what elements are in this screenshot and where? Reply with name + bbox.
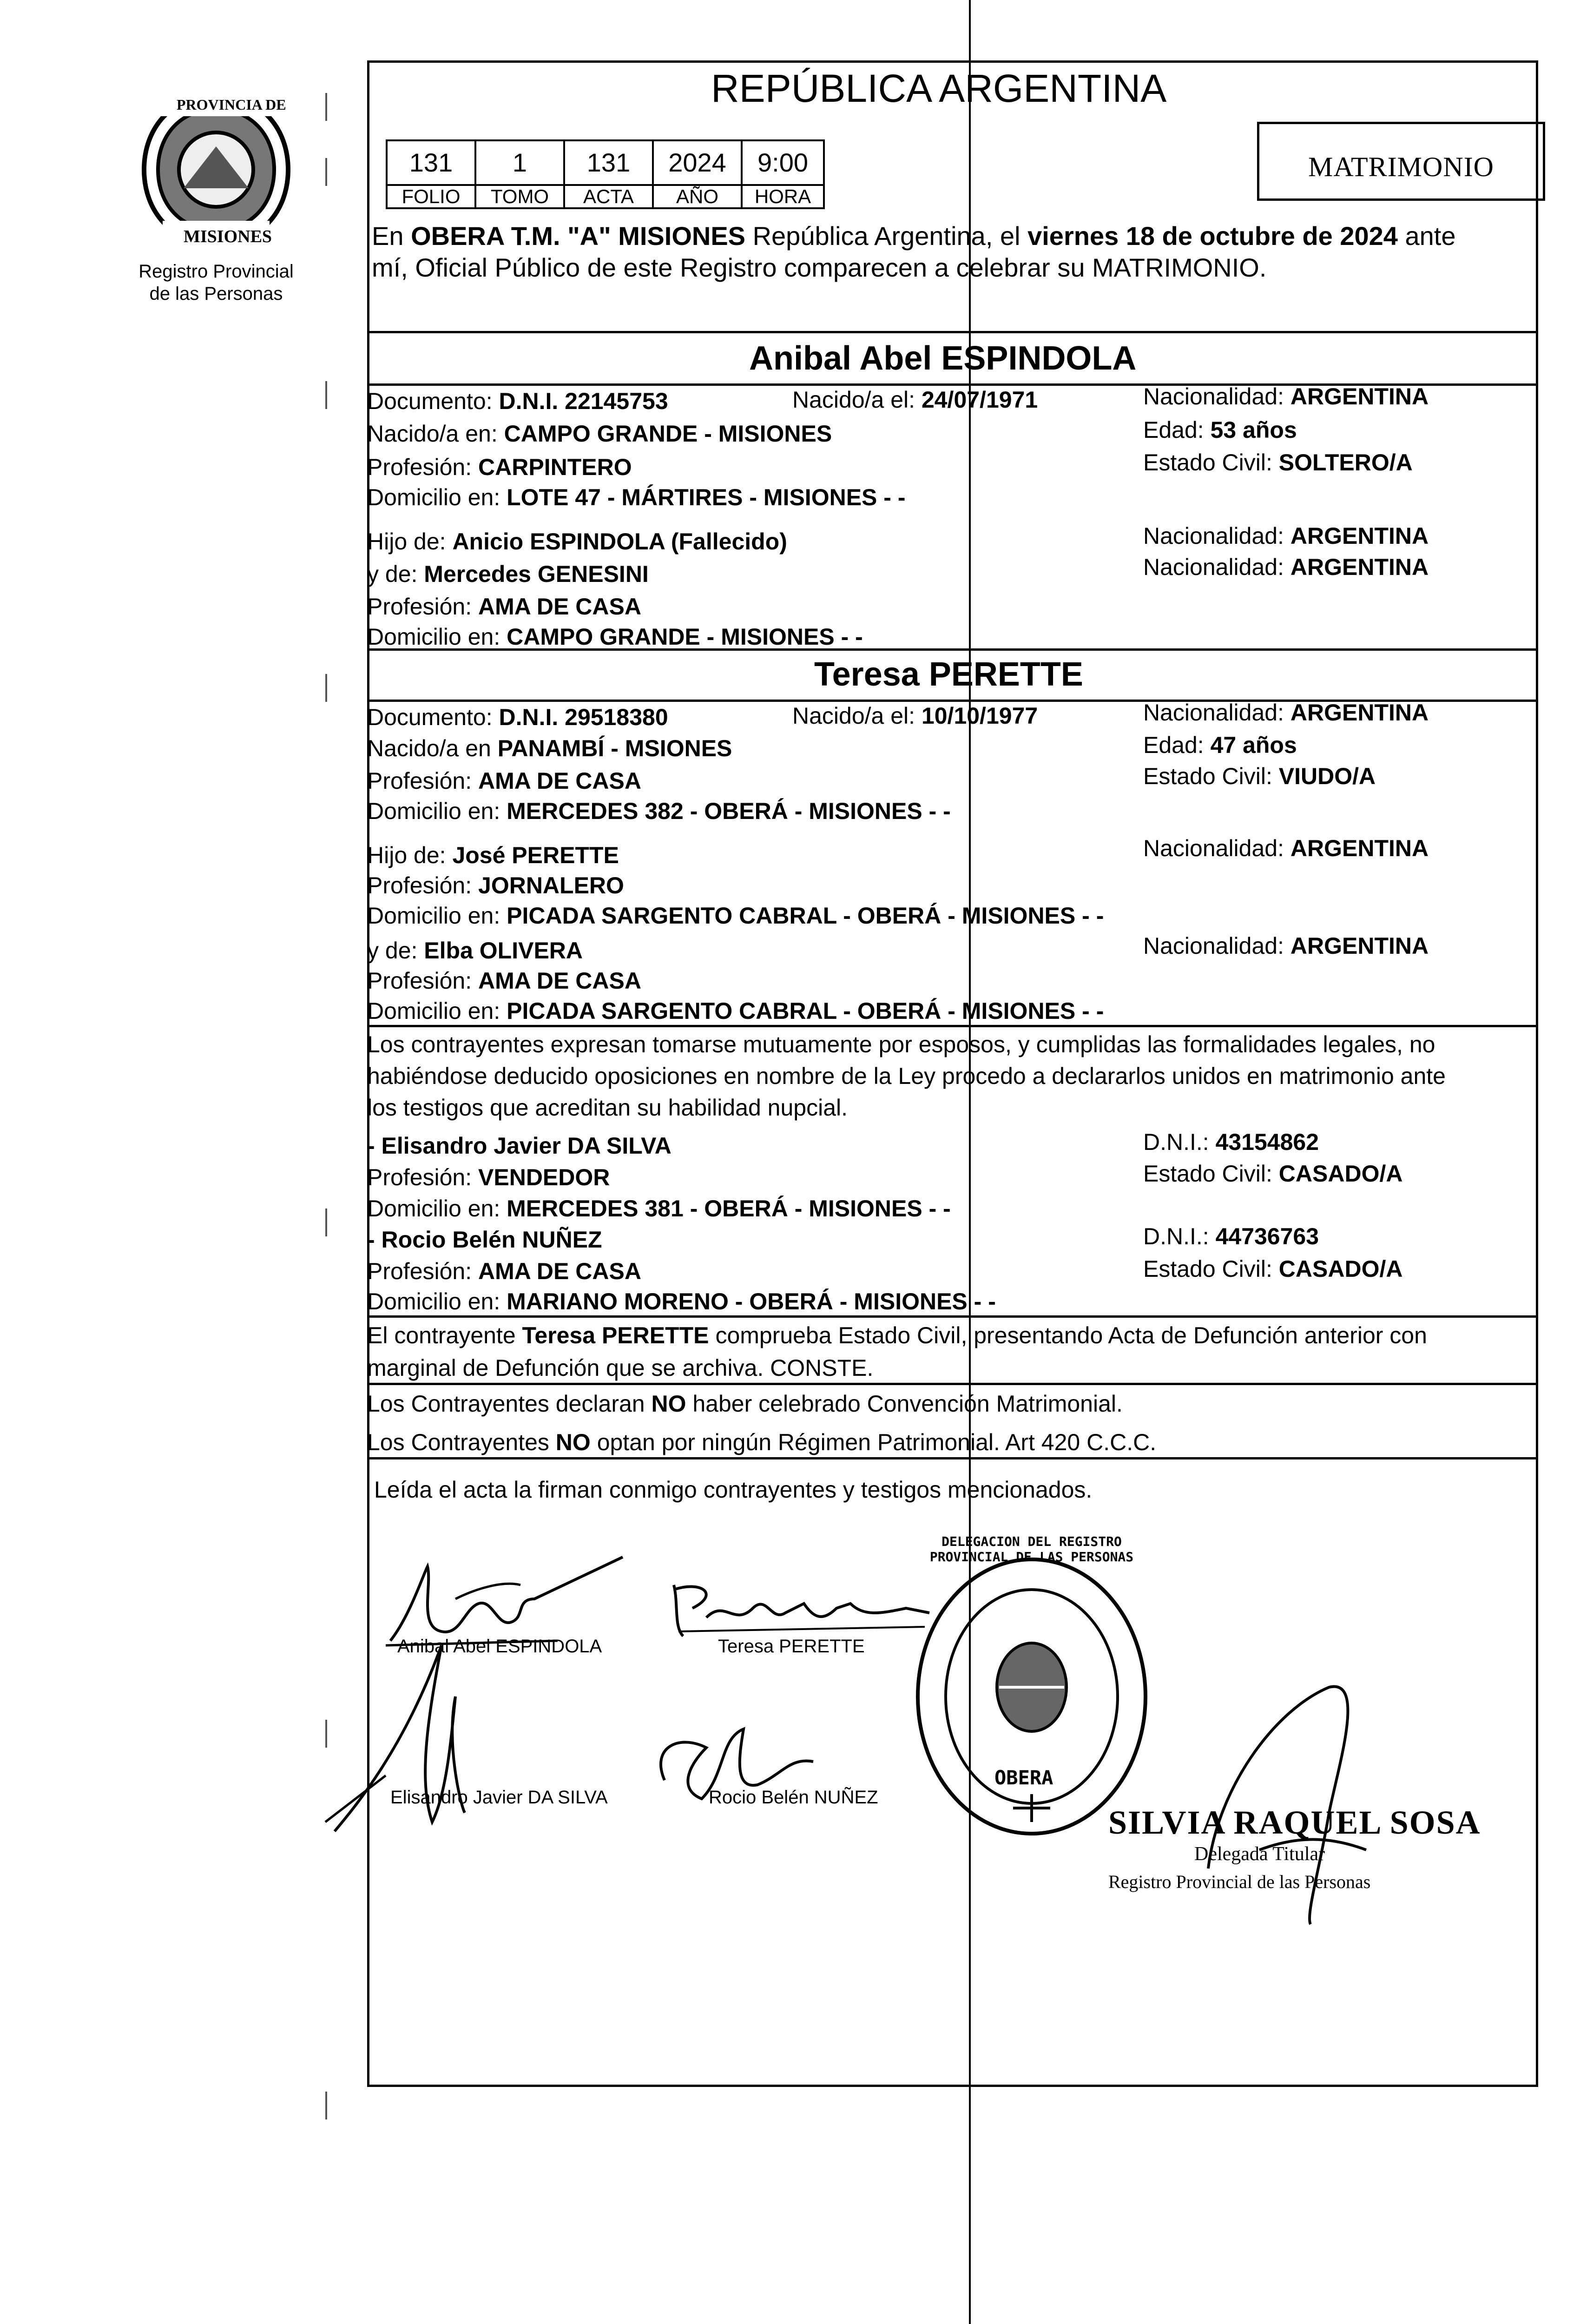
groom-civil-status: Estado Civil: SOLTERO/A — [1143, 449, 1413, 475]
witness2-profession: Profesión: AMA DE CASA — [367, 1258, 641, 1284]
signature-witness1 — [321, 1627, 553, 1841]
center-fold-line — [969, 0, 971, 2324]
groom-birthplace: Nacido/a en: CAMPO GRANDE - MISIONES — [367, 421, 832, 447]
groom-birthdate: Nacido/a el: 24/07/1971 — [792, 387, 1038, 413]
bride-age: Edad: 47 años — [1143, 732, 1297, 758]
hora-label: HORA — [741, 184, 825, 209]
signature-label-witness2: Rocio Belén NUÑEZ — [709, 1787, 878, 1808]
acta-label: ACTA — [563, 184, 654, 209]
official-org: Registro Provincial de las Personas — [1108, 1871, 1371, 1892]
groom-profession: Profesión: CARPINTERO — [367, 454, 632, 480]
declaration-line-2: habiéndose deducido oposiciones en nombre de la Ley procedo a declararlos unidos en matrimonio ante — [367, 1063, 1446, 1089]
act-type-box — [1257, 122, 1545, 201]
declaration-line-1: Los contrayentes expresan tomarse mutuamente por esposos, y cumplidas las formalidades legales, no — [367, 1031, 1435, 1057]
groom-mother-address: Domicilio en: CAMPO GRANDE - MISIONES - - — [367, 624, 863, 650]
groom-document: Documento: D.N.I. 22145753 — [367, 388, 668, 414]
intro-line-2: mí, Oficial Público de este Registro comparecen a celebrar su MATRIMONIO. — [372, 253, 1267, 282]
note-convention: Los Contrayentes declaran NO haber celebrado Convención Matrimonial. — [367, 1391, 1123, 1417]
bride-civil-status: Estado Civil: VIUDO/A — [1143, 763, 1376, 789]
signature-label-bride: Teresa PERETTE — [718, 1636, 865, 1657]
tomo-label: TOMO — [474, 184, 565, 209]
stamp-text: DELEGACION DEL REGISTRO PROVINCIAL DE LAS PERSONAS — [929, 1534, 1134, 1565]
seal-text-top: PROVINCIA DE — [177, 96, 286, 113]
folio-label: FOLIO — [386, 184, 476, 209]
logo-caption-line-1: Registro Provincial — [138, 261, 294, 282]
witness2-dni: D.N.I.: 44736763 — [1143, 1223, 1319, 1249]
witness2-address: Domicilio en: MARIANO MORENO - OBERÁ - MISIONES - - — [367, 1288, 996, 1314]
groom-address: Domicilio en: LOTE 47 - MÁRTIRES - MISIONES - - — [367, 484, 906, 510]
bride-mother-address: Domicilio en: PICADA SARGENTO CABRAL - OBERÁ - MISIONES - - — [367, 998, 1104, 1024]
bride-name: Teresa PERETTE — [814, 656, 1083, 693]
groom-mother-profession: Profesión: AMA DE CASA — [367, 594, 641, 620]
ano-label: AÑO — [652, 184, 743, 209]
witness2-name: - Rocio Belén NUÑEZ — [367, 1227, 602, 1253]
bride-mother-nationality: Nacionalidad: ARGENTINA — [1143, 933, 1429, 959]
bride-father-profession: Profesión: JORNALERO — [367, 872, 624, 898]
bride-mother-profession: Profesión: AMA DE CASA — [367, 968, 641, 994]
note-civil-status-line-2: marginal de Defunción que se archiva. CONSTE. — [367, 1355, 874, 1381]
document-title: REPÚBLICA ARGENTINA — [711, 66, 1167, 110]
witness1-profession: Profesión: VENDEDOR — [367, 1164, 610, 1190]
witness1-name: - Elisandro Javier DA SILVA — [367, 1133, 672, 1159]
groom-name: Anibal Abel ESPINDOLA — [749, 340, 1137, 377]
closing-statement: Leída el acta la firman conmigo contrayentes y testigos mencionados. — [374, 1477, 1093, 1503]
note-civil-status: El contrayente Teresa PERETTE comprueba Estado Civil, presentando Acta de Defunción anterior con — [367, 1322, 1427, 1348]
bride-address: Domicilio en: MERCEDES 382 - OBERÁ - MISIONES - - — [367, 798, 951, 824]
declaration-line-3: los testigos que acreditan su habilidad nupcial. — [367, 1095, 848, 1121]
bride-father-address: Domicilio en: PICADA SARGENTO CABRAL - OBERÁ - MISIONES - - — [367, 903, 1104, 929]
witness2-civil-status: Estado Civil: CASADO/A — [1143, 1256, 1403, 1282]
registry-table — [386, 139, 825, 209]
acta-value: 131 — [563, 139, 654, 186]
bride-profession: Profesión: AMA DE CASA — [367, 768, 641, 794]
seal-text-bottom: MISIONES — [184, 227, 272, 246]
bride-birthplace: Nacido/a en PANAMBÍ - MSIONES — [367, 735, 732, 761]
bride-father-nationality: Nacionalidad: ARGENTINA — [1143, 835, 1429, 861]
provincial-seal-logo — [139, 91, 293, 267]
bride-document: Documento: D.N.I. 29518380 — [367, 704, 668, 730]
stamp-city: OBERA — [994, 1766, 1053, 1789]
note-regime: Los Contrayentes NO optan por ningún Régimen Patrimonial. Art 420 C.C.C. — [367, 1429, 1157, 1455]
official-name: SILVIA RAQUEL SOSA — [1108, 1804, 1481, 1841]
ano-value: 2024 — [652, 139, 743, 186]
hora-value: 9:00 — [741, 139, 825, 186]
witness1-address: Domicilio en: MERCEDES 381 - OBERÁ - MISIONES - - — [367, 1195, 951, 1221]
bride-birthdate: Nacido/a el: 10/10/1977 — [792, 703, 1038, 729]
witness1-dni: D.N.I.: 43154862 — [1143, 1129, 1319, 1155]
folio-value: 131 — [386, 139, 476, 186]
bride-father: Hijo de: José PERETTE — [367, 842, 619, 868]
signature-label-groom: Anibal Abel ESPINDOLA — [397, 1636, 602, 1657]
official-stamp — [902, 1534, 1162, 1845]
groom-father: Hijo de: Anicio ESPINDOLA (Fallecido) — [367, 528, 787, 555]
logo-caption-line-2: de las Personas — [149, 284, 283, 304]
groom-mother-nationality: Nacionalidad: ARGENTINA — [1143, 554, 1429, 580]
groom-age: Edad: 53 años — [1143, 417, 1297, 443]
signature-label-witness1: Elisandro Javier DA SILVA — [390, 1787, 608, 1808]
official-title: Delegada Titular — [1194, 1843, 1325, 1865]
intro-line-1: En OBERA T.M. "A" MISIONES República Argentina, el viernes 18 de octubre de 2024 ante — [372, 221, 1456, 251]
groom-mother: y de: Mercedes GENESINI — [367, 561, 649, 587]
bride-nationality: Nacionalidad: ARGENTINA — [1143, 700, 1429, 726]
bride-mother: y de: Elba OLIVERA — [367, 938, 583, 964]
logo-caption — [125, 260, 307, 305]
witness1-civil-status: Estado Civil: CASADO/A — [1143, 1161, 1403, 1187]
signature-bride — [665, 1576, 934, 1645]
groom-nationality: Nacionalidad: ARGENTINA — [1143, 383, 1429, 409]
groom-father-nationality: Nacionalidad: ARGENTINA — [1143, 523, 1429, 549]
act-type-label: MATRIMONIO — [1308, 152, 1494, 182]
tomo-value: 1 — [474, 139, 565, 186]
